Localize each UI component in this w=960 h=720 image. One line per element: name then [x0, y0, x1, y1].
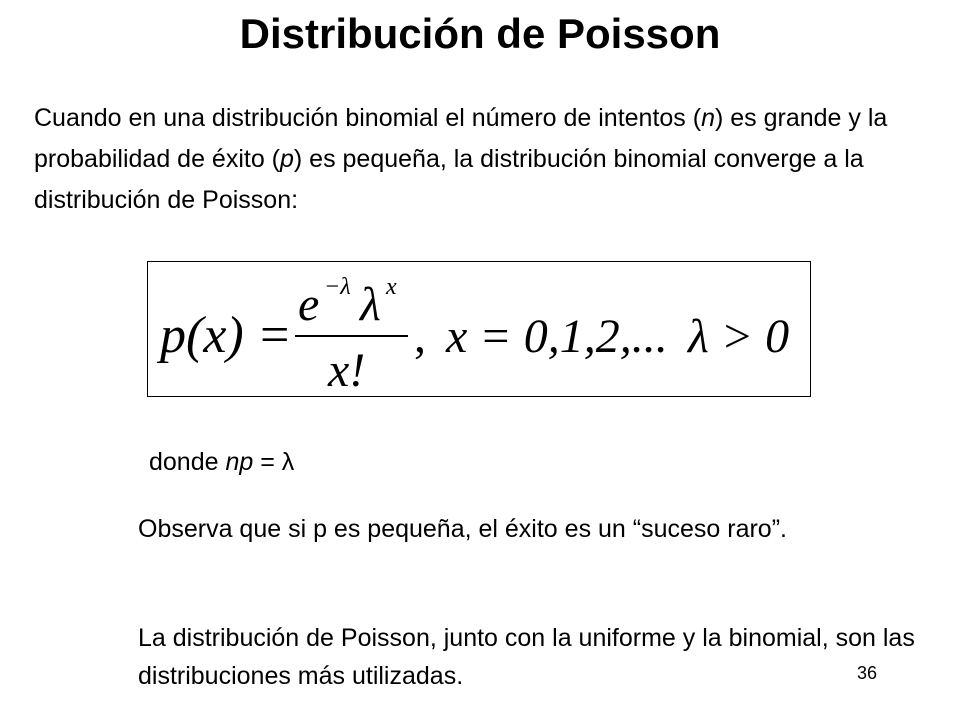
intro-var-p: p — [280, 145, 294, 173]
slide-title: Distribución de Poisson — [239, 10, 721, 57]
intro-paragraph — [34, 98, 934, 221]
intro-text-2: ) es grande y la probabilidad de éxito ( — [34, 104, 888, 173]
intro-text-3: ) es pequeña, la distribución binomial converge a la distribución de Poisson: — [34, 145, 864, 214]
poisson-formula — [148, 262, 810, 396]
formula-numerator-e: e — [298, 278, 320, 331]
formula-box — [147, 261, 811, 397]
formula-numerator-lambda: λ — [360, 278, 381, 331]
intro-var-n: n — [701, 104, 715, 132]
where-np: np — [225, 448, 254, 476]
formula-condition: λ > 0 — [688, 310, 790, 363]
formula-numerator-exponent: −λ — [324, 274, 351, 300]
lambda-definition — [149, 448, 294, 477]
where-suffix: = λ — [253, 448, 295, 476]
rare-event-note: Observa que si p es pequeña, el éxito es un “suceso raro”. — [138, 515, 787, 543]
where-prefix: donde — [149, 448, 226, 476]
formula-lhs: p(x) = — [160, 307, 292, 364]
formula-comma: , — [414, 310, 426, 363]
page-number: 36 — [857, 663, 878, 683]
formula-numerator-lambda-exponent: x — [386, 274, 397, 300]
distributions-note: La distribución de Poisson, junto con la uniforme y la binomial, son las distribuciones más utilizadas. — [138, 624, 915, 690]
formula-domain: x = 0,1,2,... — [446, 310, 668, 363]
formula-denominator: x! — [328, 344, 366, 396]
intro-text-1: Cuando en una distribución binomial el número de intentos ( — [34, 104, 702, 132]
